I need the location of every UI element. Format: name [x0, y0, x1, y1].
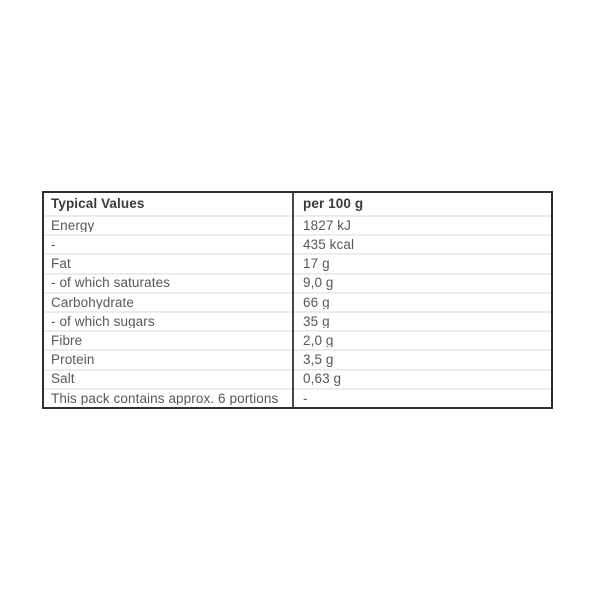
- table-row: [44, 273, 551, 292]
- row-value: 66 g: [303, 295, 330, 310]
- row-label: -: [51, 238, 56, 252]
- table-row: [44, 253, 551, 272]
- table-row: [44, 388, 551, 407]
- nutrition-table-body: [44, 215, 551, 407]
- table-row: [44, 349, 551, 368]
- row-label: Salt: [51, 372, 75, 386]
- table-row: [44, 311, 551, 330]
- row-value: 17 g: [303, 257, 330, 271]
- row-label: - of which sugars: [51, 314, 155, 329]
- row-label: - of which saturates: [51, 276, 171, 290]
- header-typical-values: Typical Values: [51, 197, 145, 211]
- row-label: Energy: [51, 218, 95, 233]
- row-value: 435 kcal: [303, 238, 355, 252]
- table-row: [44, 369, 551, 388]
- nutrition-table-inner: [44, 193, 551, 407]
- row-label: Carbohydrate: [51, 295, 134, 310]
- row-value: 3,5 g: [303, 353, 334, 367]
- table-row: [44, 234, 551, 253]
- column-divider: [292, 193, 294, 407]
- row-label: Protein: [51, 353, 95, 367]
- row-value: 2,0 g: [303, 333, 334, 348]
- row-value: -: [303, 391, 308, 406]
- row-label: This pack contains approx. 6 portions: [51, 391, 279, 406]
- row-value: 0,63 g: [303, 372, 342, 386]
- row-label: Fibre: [51, 333, 83, 348]
- row-value: 9,0 g: [303, 276, 334, 290]
- row-value: 35 g: [303, 314, 330, 329]
- row-label: Fat: [51, 257, 71, 271]
- header-per-100g: per 100 g: [303, 197, 364, 211]
- row-value: 1827 kJ: [303, 218, 351, 233]
- nutrition-values-table: [42, 191, 553, 409]
- table-row: [44, 330, 551, 349]
- table-row: [44, 215, 551, 234]
- table-row: [44, 292, 551, 311]
- table-header-row: [44, 193, 551, 215]
